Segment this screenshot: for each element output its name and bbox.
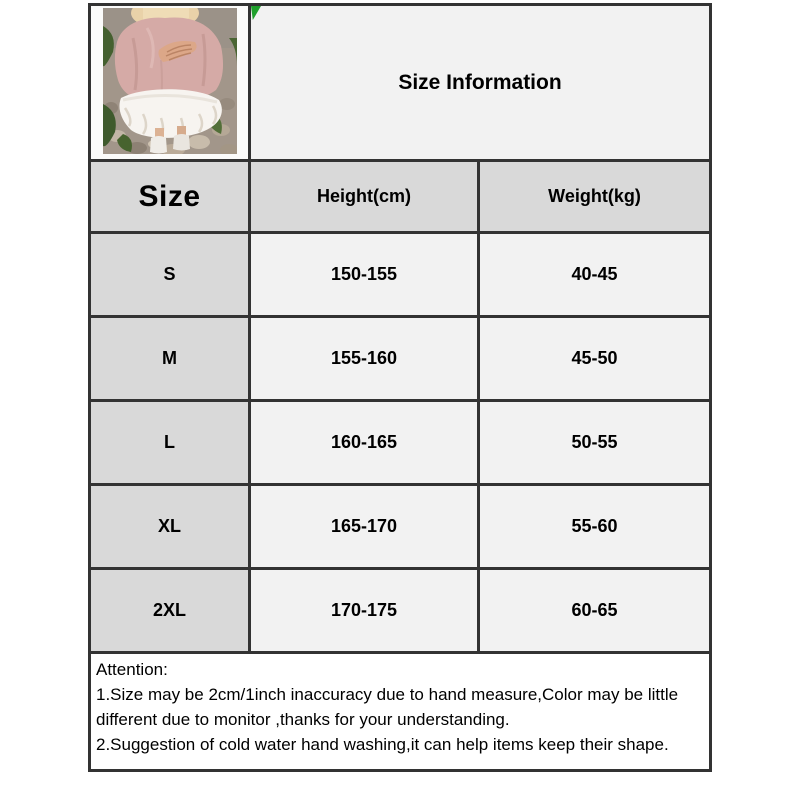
weight-value: 45-50 <box>479 317 711 401</box>
weight-value: 50-55 <box>479 401 711 485</box>
height-value: 160-165 <box>250 401 479 485</box>
size-table <box>88 3 712 772</box>
attention-notes <box>90 653 711 771</box>
attention-title: Attention: <box>96 660 168 679</box>
size-label: 2XL <box>90 569 250 653</box>
attention-note-1: 1.Size may be 2cm/1inch inaccuracy due to hand measure,Color may be little different due to monitor ,thanks for your understanding. <box>96 685 679 729</box>
table-row-2xl <box>90 569 711 653</box>
table-row-m <box>90 317 711 401</box>
size-information-title-cell <box>250 5 711 161</box>
table-row-l <box>90 401 711 485</box>
green-corner-marker-icon <box>251 6 261 20</box>
size-label: L <box>90 401 250 485</box>
weight-value: 55-60 <box>479 485 711 569</box>
page-title: Size Information <box>398 70 562 94</box>
weight-value: 40-45 <box>479 233 711 317</box>
height-value: 150-155 <box>250 233 479 317</box>
size-label: S <box>90 233 250 317</box>
product-photo <box>103 8 237 154</box>
column-header-height: Height(cm) <box>250 161 479 233</box>
size-label: M <box>90 317 250 401</box>
table-row-s <box>90 233 711 317</box>
size-label: XL <box>90 485 250 569</box>
weight-value: 60-65 <box>479 569 711 653</box>
attention-note-2: 2.Suggestion of cold water hand washing,it can help items keep their shape. <box>96 735 669 754</box>
height-value: 155-160 <box>250 317 479 401</box>
height-value: 170-175 <box>250 569 479 653</box>
size-chart-sheet <box>88 3 712 772</box>
column-header-weight: Weight(kg) <box>479 161 711 233</box>
table-row-xl <box>90 485 711 569</box>
product-photo-cell <box>90 5 250 161</box>
column-header-size: Size <box>90 161 250 233</box>
height-value: 165-170 <box>250 485 479 569</box>
